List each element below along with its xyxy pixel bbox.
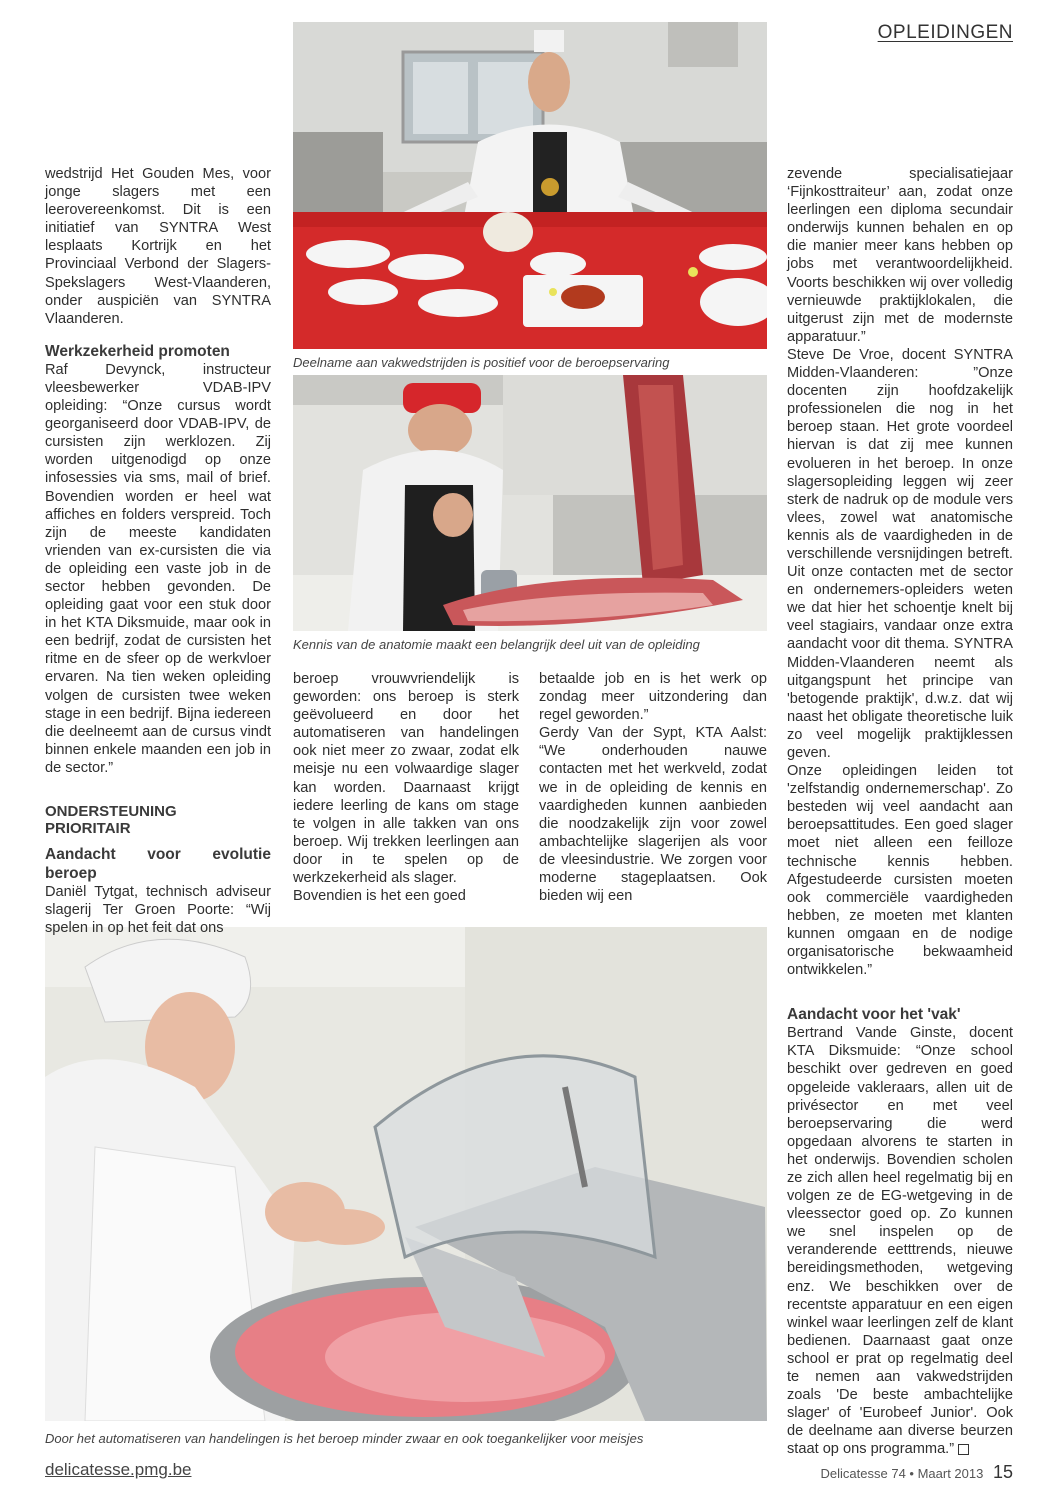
subheading: Aandacht voor het 'vak' [787,1006,961,1024]
photo-caption: Deelname aan vakwedstrijden is positief voor de beroepservaring [293,355,670,370]
paragraph: Raf Devynck, instructeur vleesbewerker VDAB-IPV opleiding: “Onze cursus wordt georganiseerd door VDAB-IPV, de cursisten zijn werklozen. Zij worden uitgenodigd op onze infosessies via sms, mail of brief. Bovendien worden er heel wat affiches en folders verspreid. Toch zijn de meeste kandidaten vrienden van ex-cursisten die via de opleiding een vaste job in de sector hebben gevonden. De opleiding gaat voor een stuk door in het KTA Diksmuide, maar ook in een bedrijf, zodat de cursisten het ritme en de sfeer op de werkvloer ervaren. Na tien weken opleiding volgen de cursisten twee weken stage in een bedrijf. Bijna iedereen die deelneemt aan de cursus vindt binnen enkele maanden een job in de sector.” [45,361,271,776]
paragraph: wedstrijd Het Gouden Mes, voor jonge slagers met een leerovereenkomst. Dit is een initiatief van SYNTRA West lesplaats Kortrijk en het Provinciaal Verbond der Slagers-Spekslagers West-Vlaanderen, onder auspiciën van SYNTRA Vlaanderen. [45,166,271,327]
photo-competition [293,22,767,349]
paragraph: Bovendien is het een goed [293,888,466,905]
paragraph: Daniël Tytgat, technisch adviseur slagerij Ter Groen Poorte: “Wij spelen in op het feit dat ons [45,884,271,937]
photo-cutter-machine [45,927,767,1421]
paragraph [787,1024,1013,1458]
paragraph: Steve De Vroe, docent SYNTRA Midden-Vlaanderen: ”Onze docenten zijn hoofdzakelijk professionelen die nog in het beroep staan. Het grote voordeel hiervan is dat zij mee kunnen evolueren in het beroep. In onze slagersopleiding leggen wij zeer sterk de nadruk op de module vers vlees, zowel wat anatomische kennis als de vaardigheden in de verschillende versnijdingen betreft. Uit onze contacten met de sector en ondernemers-opleiders weten we dat hier het schoentje knelt bij veel stagiairs, vandaar onze extra aandacht voor dit thema. SYNTRA Midden-Vlaanderen neemt als uitgangspunt het principe van 'betogende praktijk', d.w.z. dat wij naast het obligate theoretische luik zo veel mogelijk praktijklessen geven. [787,346,1013,761]
paragraph: beroep vrouwvriendelijk is geworden: ons beroep is sterk geëvolueerd en door het automatiseren van handelingen ook niet meer zo zwaar, zodat elk meisje nu een volwaardige slager kan worden. Daarnaast krijgt iedere leerling de kans om stage te volgen in alle takken van ons beroep. Wij trekken leerlingen aan door in te spelen op de werkzekerheid als slager. [293,671,519,887]
article-column-4 [787,165,1013,1458]
section-tag: OPLEIDINGEN [877,22,1013,43]
photo-anatomy [293,375,767,631]
website-link[interactable]: delicatesse.pmg.be [45,1460,192,1479]
photo-caption: Door het automatiseren van handelingen is het beroep minder zwaar en ook toegankelijker voor meisjes [45,1431,644,1446]
paragraph: Gerdy Van der Sypt, KTA Aalst: “We onderhouden nauwe contacten met het werkveld, zodat we in de opleiding de kennis en vaardigheden kunnen aanbieden die noodzakelijk zijn voor zowel ambachtelijke slagerijen als voor de vleesindustrie. We zorgen voor moderne stageplaatsen. Ook bieden wij een [539,725,767,905]
paragraph: betaalde job en is het werk op zondag meer uitzondering dan regel geworden.” [539,671,767,724]
end-mark-icon [958,1444,969,1455]
issue-info: Delicatesse 74 • Maart 2013 [820,1466,984,1481]
article-column-3 [539,670,767,905]
article-column-1 [45,165,271,937]
paragraph-text: Bertrand Vande Ginste, docent KTA Diksmuide: “Onze school beschikt over gedreven en goed opgeleide vakleraars, allen uit de privésector en met veel beroepservaring die werd opgedaan alvorens te starten in het onderwijs. Bovendien scholen ze zich allen heel regelmatig bij en volgen ze de EG-wetgeving in de vleessector goed op. Zo kunnen we snel inspelen op de veranderende eetttrends, nieuwe bereidingsmethoden, wetgeving enz. We beschikken over de recentste apparatuur en een eigen winkel waar leerlingen zelf de klant bedienen. Daarnaast gaat onze school er prat op regelmatig deel te nemen aan vakwedstrijden zoals 'De beste ambachtelijke slager' of 'Eurobeef Junior'. Ook de deelname aan diverse beurzen staat op ons programma.” [787,1025,1013,1458]
paragraph: zevende specialisatiejaar ‘Fijnkosttraiteur’ aan, zodat onze leerlingen een diploma secundair onderwijs kunnen behalen en op die manier meer kans hebben op jobs met verantwoordelijkheid. Voorts beschikken wij over volledig vernieuwde praktijklokalen, die uitgerust zijn met de modernste apparatuur.” [787,166,1013,345]
subheading: Werkzekerheid promoten [45,342,230,360]
subheading: Aandacht voor evolutie beroep [45,846,271,882]
page-footer [821,1462,1013,1483]
paragraph: Onze opleidingen leiden tot 'zelfstandig ondernemerschap'. Zo besteden wij veel aandacht aan beroepsattitudes. Een goed slager moet niet alleen een feilloze technische kennis hebben. Afgestudeerde cursisten moeten ook commerciële vaardigheden hebben, ze moeten met klanten kunnen omgaan en de nodige organisatorische bekwaamheid ontwikkelen.” [787,763,1013,979]
section-heading: ONDERSTEUNING PRIORITAIR [45,803,177,837]
page-number: 15 [992,1462,1013,1482]
article-column-2 [293,670,519,905]
photo-caption: Kennis van de anatomie maakt een belangrijk deel uit van de opleiding [293,637,700,652]
